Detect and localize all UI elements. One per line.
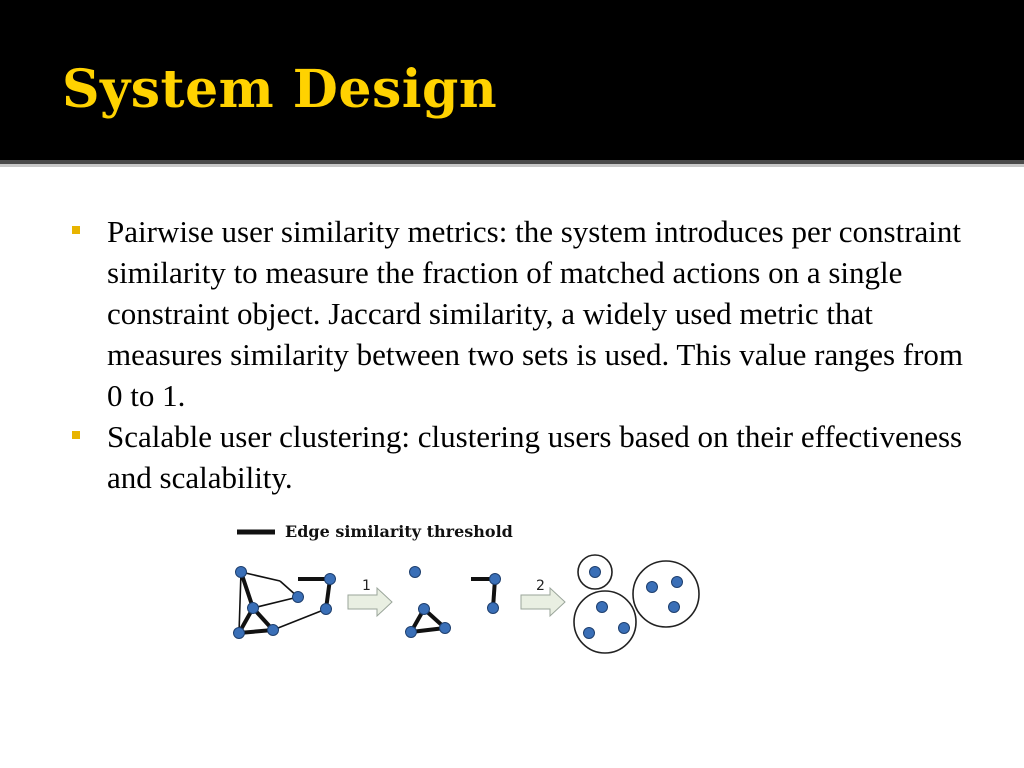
- graph-node: [248, 603, 259, 614]
- thin-edge: [239, 572, 241, 633]
- square-bullet-icon: [72, 226, 80, 234]
- graph-node: [406, 627, 417, 638]
- step-1-label: 1: [362, 578, 371, 594]
- graph-node: [293, 592, 304, 603]
- thin-edge: [241, 572, 280, 581]
- cluster-circle: [574, 591, 636, 653]
- graph-node: [584, 628, 595, 639]
- clustering-diagram: [225, 512, 715, 662]
- graph-node: [647, 582, 658, 593]
- graph-node: [236, 567, 247, 578]
- graph-node: [597, 602, 608, 613]
- step-2-label: 2: [536, 578, 545, 594]
- graph-node: [672, 577, 683, 588]
- graph-node: [619, 623, 630, 634]
- title-divider-shadow: [0, 164, 1024, 167]
- cluster-circle: [633, 561, 699, 627]
- graph-node: [321, 604, 332, 615]
- bullet-text: Pairwise user similarity metrics: the system introduces per constraint similarity to measure the fraction of matched actions on a single constraint object. Jaccard similarity, a widely used metric that measures similarity between two sets is used. This value ranges from 0 to 1.: [107, 214, 964, 413]
- bullet-text: Scalable user clustering: clustering users based on their effectiveness and scalability.: [107, 419, 963, 495]
- graph-node: [440, 623, 451, 634]
- thresholded-graph: [406, 567, 501, 638]
- graph-node: [268, 625, 279, 636]
- graph-node: [234, 628, 245, 639]
- legend-label: Edge similarity threshold: [285, 522, 513, 541]
- graph-node: [419, 604, 430, 615]
- thin-edge: [273, 609, 326, 630]
- graph-node: [590, 567, 601, 578]
- graph-node: [669, 602, 680, 613]
- bullet-list: [72, 211, 972, 498]
- graph-node: [490, 574, 501, 585]
- step-1-arrow: [348, 578, 392, 616]
- square-bullet-icon: [72, 431, 80, 439]
- bullet-item: [72, 416, 972, 498]
- input-graph: [234, 567, 336, 639]
- step-2-arrow: [521, 578, 565, 616]
- slide-title: System Design: [62, 59, 498, 120]
- user-clusters: [574, 555, 699, 653]
- graph-node: [410, 567, 421, 578]
- legend: [237, 522, 513, 541]
- graph-node: [488, 603, 499, 614]
- thin-edge: [253, 597, 298, 608]
- title-bar: [0, 0, 1024, 160]
- graph-node: [325, 574, 336, 585]
- bullet-item: [72, 211, 972, 416]
